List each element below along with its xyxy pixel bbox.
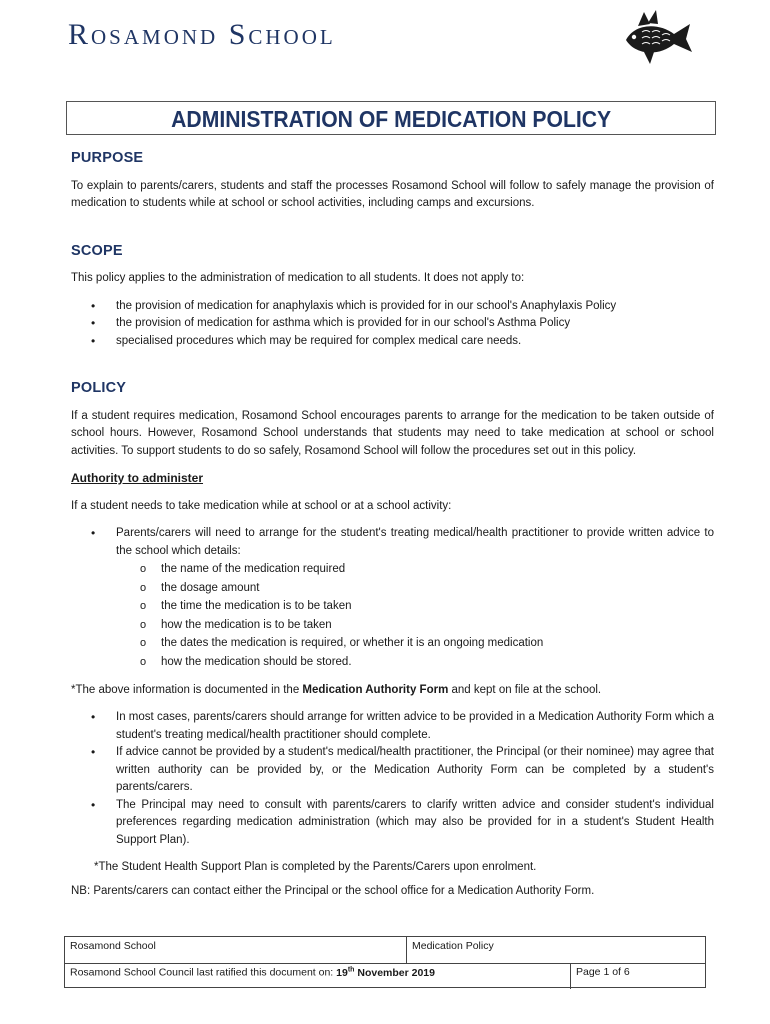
authority-heading: Authority to administer [71,471,204,485]
list-item: • specialised procedures which may be required for complex medical care needs. [71,333,714,351]
purpose-heading: PURPOSE [71,150,144,166]
policy-intro: If a student requires medication, Rosamond School encourages parents to arrange for the medication to be taken outside of school hours. However, Rosamond School understands that students may need to take medication at school or school activities. To support students to do so safely, Rosamond School will follow the procedures set out in this policy. [71,409,714,457]
ratified-suffix: th [347,966,355,973]
fish-logo-icon [620,8,696,66]
form-note [71,682,714,700]
form-note-bold: Medication Authority Form [302,683,449,696]
document-body [71,150,714,900]
shsp-note: *The Student Health Support Plan is completed by the Parents/Carers upon enrolment. [94,861,537,874]
footer-row [65,963,705,989]
ratified-prefix: Rosamond School Council last ratified this document on: [70,966,337,979]
list-item: o the time the medication is to be taken [116,597,714,616]
details-list [116,560,714,672]
scope-heading: SCOPE [71,242,123,259]
footer-table [64,936,706,988]
list-item: o the dosage amount [116,579,714,598]
footer-page-number: Page 1 of 6 [576,966,630,978]
footer-row [65,937,705,964]
list-item [71,525,714,672]
footer-ratified [65,963,571,989]
document-title: ADMINISTRATION OF MEDICATION POLICY [170,106,612,132]
list-item: • If advice cannot be provided by a student's medical/health practitioner, the Principal (or their nominee) may agree that written authority can be provided by, or the Medication Authority Form can be completed by a student's parents/carers. [71,744,714,797]
footer-doc-name: Medication Policy [412,940,494,952]
ratified-rest: November 2019 [354,966,435,979]
document-title-box [66,101,716,135]
nb-note: NB: Parents/carers can contact either the Principal or the school office for a Medication Authority Form. [71,884,595,897]
list-item: o how the medication should be stored. [116,653,714,672]
school-name: Rosamond School [68,18,336,51]
ratified-day: 19 [336,966,348,979]
form-note-prefix: *The above information is documented in the [71,683,303,696]
list-item: o the dates the medication is required, or whether it is an ongoing medication [116,634,714,653]
list-item: • the provision of medication for anaphylaxis which is provided for in our school's Anaphylaxis Policy [71,298,714,316]
page-header [68,14,708,64]
purpose-text: To explain to parents/carers, students and staff the processes Rosamond School will follow to safely manage the provision of medication to students while at school or school activities, including camps and excursions. [71,179,714,209]
list-item: • the provision of medication for asthma which is provided for in our school's Asthma Policy [71,315,714,333]
scope-list [71,298,714,351]
scope-intro: This policy applies to the administration of medication to all students. It does not apply to: [71,272,525,284]
list-item: • The Principal may need to consult with parents/carers to clarify written advice and consider student's individual preferences regarding medication administration (which may also be provided for in a student's Student Health Support Plan). [71,797,714,850]
list-item: o the name of the medication required [116,560,714,579]
policy-heading: POLICY [71,380,127,396]
list-item: • In most cases, parents/carers should arrange for written advice to be provided in a Medication Authority Form which a student's treating medical/health practitioner should complete. [71,709,714,744]
authority-intro: If a student needs to take medication while at school or at a school activity: [71,499,452,512]
list-item: o how the medication is to be taken [116,616,714,635]
footer-org: Rosamond School [65,937,407,963]
form-note-suffix: and kept on file at the school. [448,683,602,696]
advice-list [71,709,714,849]
parent-item-text: Parents/carers will need to arrange for the student's treating medical/health practitioner to provide written advice to the school which details: [116,527,714,557]
authority-list [71,525,714,672]
